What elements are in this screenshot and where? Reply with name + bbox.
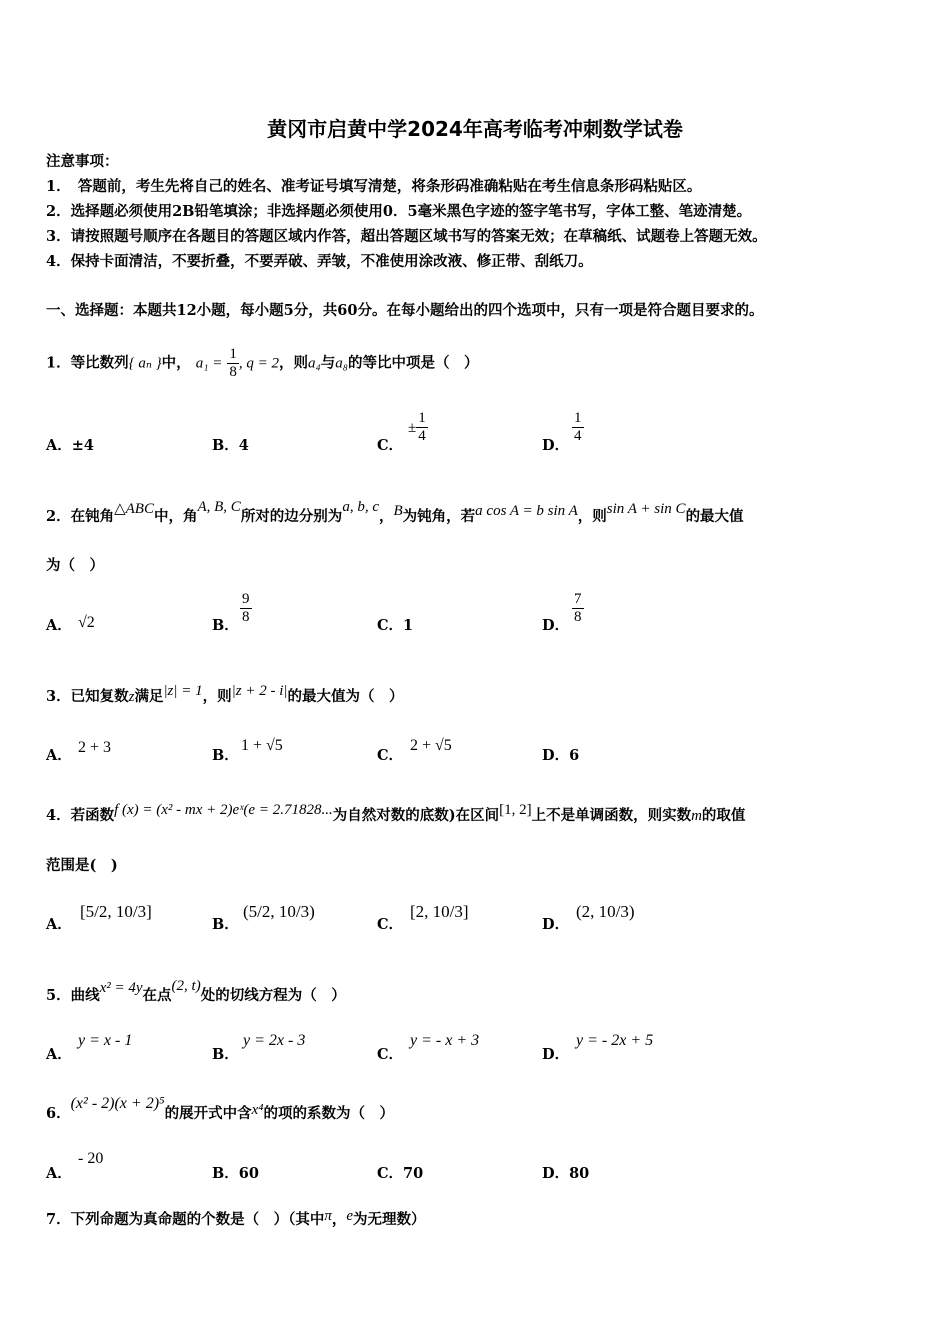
q3-option-b[interactable] xyxy=(212,746,239,766)
option-label: C． xyxy=(377,747,404,764)
q5-option-a[interactable] xyxy=(46,1045,72,1065)
q1-text: 1．等比数列 xyxy=(46,354,129,372)
q1-option-c-value xyxy=(408,410,428,445)
question-1 xyxy=(46,346,478,381)
q2-text: ，则 xyxy=(577,508,607,525)
q2-expression: sin A + sin C xyxy=(606,501,686,517)
q4-option-a-value: [5/2, 10/3] xyxy=(80,902,152,921)
option-label: A． xyxy=(46,916,72,933)
q3-text: ，则 xyxy=(202,688,232,705)
q3-text: 3．已知复数 xyxy=(46,688,129,705)
q2-option-a-value: √2 xyxy=(78,614,95,631)
option-value: ±4 xyxy=(71,437,95,454)
question-6 xyxy=(46,1095,394,1124)
option-label: B． xyxy=(212,747,239,764)
q1-option-d-value xyxy=(572,410,584,445)
q3-text: 的最大值为（ ） xyxy=(287,688,404,705)
q2-option-a[interactable] xyxy=(46,616,72,636)
q6-expression: (x² - 2)(x + 2)⁵ xyxy=(70,1095,165,1112)
q6-text: 6． xyxy=(46,1105,71,1122)
question-2 xyxy=(46,499,744,527)
option-value: 70 xyxy=(403,1165,424,1182)
option-label: C． xyxy=(377,1165,404,1182)
q2-option-d[interactable] xyxy=(542,616,569,636)
q5-option-a-value: y = x - 1 xyxy=(78,1032,133,1049)
q5-option-d[interactable] xyxy=(542,1045,569,1065)
fraction-numerator: 9 xyxy=(242,591,250,607)
option-fraction xyxy=(572,591,584,626)
q4-option-c-value: [2, 10/3] xyxy=(410,902,469,921)
option-label: A． xyxy=(46,437,72,454)
q2-angle-b: B xyxy=(393,503,403,519)
section-heading: 一、选择题：本题共12小题，每小题5分，共60分。在每小题给出的四个选项中，只有一项是符合题目要求的。 xyxy=(46,302,764,319)
q1-option-c[interactable] xyxy=(377,436,403,456)
q1-a4: a₄ xyxy=(308,355,321,372)
q1-text: 与 xyxy=(320,354,336,372)
q4-function: f (x) = (x² - mx + 2)eˣ(e = 2.71828... xyxy=(114,802,333,818)
q5-option-d-value: y = - 2x + 5 xyxy=(576,1032,654,1049)
q5-text: 在点 xyxy=(142,987,172,1004)
option-label: C． xyxy=(377,617,404,634)
fraction-denominator: 8 xyxy=(242,609,250,625)
q1-a8: a₈ xyxy=(335,355,348,372)
q1-given-fraction xyxy=(227,346,239,381)
fraction-denominator: 4 xyxy=(574,428,582,444)
q4-option-b-value: (5/2, 10/3) xyxy=(243,902,315,921)
q6-text: 的展开式中含 xyxy=(164,1105,252,1122)
option-value: 4 xyxy=(238,437,249,454)
q3-option-a-value: 2 + 3 xyxy=(78,739,112,756)
q5-option-b[interactable] xyxy=(212,1045,239,1065)
q1-option-d[interactable] xyxy=(542,436,569,456)
q7-pi: π xyxy=(324,1208,332,1224)
q3-option-c[interactable] xyxy=(377,746,403,766)
option-label: D． xyxy=(542,916,570,933)
q4-text: 的取值 xyxy=(701,807,746,824)
question-7 xyxy=(46,1210,426,1230)
q2-text: ， xyxy=(378,508,394,525)
notice-item: 3．请按照题号顺序在各题目的答题区域内作答，超出答题区域书写的答案无效；在草稿纸、试题卷上答题无效。 xyxy=(46,228,767,245)
q4-m: m xyxy=(691,808,702,824)
q3-condition: |z| = 1 xyxy=(163,683,203,699)
option-label: D． xyxy=(542,1046,570,1063)
fraction-numerator: 1 xyxy=(229,346,237,362)
q7-text: 7．下列命题为真命题的个数是（ ）（其中 xyxy=(46,1211,325,1228)
q3-option-a[interactable] xyxy=(46,746,72,766)
fraction-numerator: 1 xyxy=(574,410,582,426)
q1-given-a: a₁ = xyxy=(195,355,223,372)
fraction-numerator: 7 xyxy=(574,591,582,607)
option-label: B． xyxy=(212,617,239,634)
option-label: B． xyxy=(212,437,239,454)
option-label: C． xyxy=(377,437,404,454)
notice-item: 2．选择题必须使用2B铅笔填涂；非选择题必须使用0．5毫米黑色字迹的签字笔书写，字体工整、笔迹清楚。 xyxy=(46,203,752,220)
question-3 xyxy=(46,683,404,707)
option-value: 60 xyxy=(238,1165,259,1182)
q3-text: 满足 xyxy=(134,688,164,705)
q6-option-b[interactable] xyxy=(212,1164,259,1184)
q2-text: 的最大值 xyxy=(685,508,744,525)
q2-triangle: △ABC xyxy=(114,501,154,517)
question-2-line2: 为（ ） xyxy=(46,557,104,574)
q2-option-b[interactable] xyxy=(212,616,239,636)
q4-option-d-value: (2, 10/3) xyxy=(576,902,635,921)
option-label: C． xyxy=(377,1046,404,1063)
q3-option-c-value: 2 + √5 xyxy=(410,737,452,754)
option-label: D． xyxy=(542,747,570,764)
option-label: B． xyxy=(212,1165,239,1182)
option-label: D． xyxy=(542,617,570,634)
option-value: 1 xyxy=(403,617,414,634)
q5-curve: x² = 4y xyxy=(99,980,143,996)
q2-angles: A, B, C xyxy=(197,499,241,515)
q4-text: 4．若函数 xyxy=(46,807,115,824)
fraction-denominator: 8 xyxy=(574,609,582,625)
notice-item: 1． 答题前，考生先将自己的姓名、准考证号填写清楚，将条形码准确粘贴在考生信息条形码粘贴区。 xyxy=(46,178,702,195)
q3-expression: |z + 2 - i| xyxy=(231,683,288,699)
q4-option-b[interactable] xyxy=(212,915,239,935)
fraction-numerator: 1 xyxy=(418,410,426,426)
option-label: A． xyxy=(46,1046,72,1063)
q7-text: ， xyxy=(331,1211,347,1228)
q5-option-c-value: y = - x + 3 xyxy=(410,1032,480,1049)
option-label: B． xyxy=(212,916,239,933)
q1-given-q: , q = 2 xyxy=(238,355,280,372)
q4-text: 上不是单调函数，则实数 xyxy=(531,807,692,824)
fraction-denominator: 4 xyxy=(418,428,426,444)
q4-option-c[interactable] xyxy=(377,915,403,935)
q1-option-b[interactable] xyxy=(212,436,249,456)
q4-option-a[interactable] xyxy=(46,915,72,935)
q4-option-d[interactable] xyxy=(542,915,569,935)
page-title: 黄冈市启黄中学2024年高考临考冲刺数学试卷 xyxy=(267,117,683,141)
option-label: C． xyxy=(377,916,404,933)
q4-interval: [1, 2] xyxy=(499,802,532,818)
q5-text: 5．曲线 xyxy=(46,987,100,1004)
option-label: B． xyxy=(212,1046,239,1063)
q2-option-b-value xyxy=(240,591,252,626)
option-value: 80 xyxy=(569,1165,590,1182)
question-5 xyxy=(46,978,346,1006)
notice-item: 4．保持卡面清洁，不要折叠，不要弄破、弄皱，不准使用涂改液、修正带、刮纸刀。 xyxy=(46,253,593,270)
option-label: A． xyxy=(46,617,72,634)
q1-sequence: { aₙ } xyxy=(128,355,162,372)
option-fraction xyxy=(572,410,584,445)
q2-text: 所对的边分别为 xyxy=(240,508,343,525)
notice-heading: 注意事项： xyxy=(46,153,119,170)
option-label: A． xyxy=(46,747,72,764)
q6-term: x⁴ xyxy=(251,1102,264,1118)
q6-text: 的项的系数为（ ） xyxy=(263,1105,394,1122)
q2-text: 中，角 xyxy=(153,508,198,525)
q2-text: 2．在钝角 xyxy=(46,508,115,525)
q1-text: 中， xyxy=(161,354,191,372)
q5-option-c[interactable] xyxy=(377,1045,403,1065)
option-fraction xyxy=(416,410,428,445)
q2-option-c[interactable] xyxy=(377,616,413,636)
q2-text: 为钝角，若 xyxy=(402,508,476,525)
option-value: 6 xyxy=(569,747,580,764)
q2-option-d-value xyxy=(572,591,584,626)
option-fraction xyxy=(240,591,252,626)
q3-option-d[interactable] xyxy=(542,746,579,766)
q6-option-c[interactable] xyxy=(377,1164,423,1184)
question-4-line2: 范围是( ) xyxy=(46,857,118,874)
option-prefix: ± xyxy=(408,420,417,436)
question-4 xyxy=(46,802,746,826)
q1-text: 的等比中项是（ ） xyxy=(347,354,479,372)
q2-sides: a, b, c xyxy=(342,499,379,515)
q5-text: 处的切线方程为（ ） xyxy=(200,987,346,1004)
q6-option-d[interactable] xyxy=(542,1164,589,1184)
q2-condition: a cos A = b sin A xyxy=(475,503,578,519)
q6-option-a-value: - 20 xyxy=(78,1150,104,1167)
fraction-denominator: 8 xyxy=(229,364,237,380)
q7-text: 为无理数） xyxy=(353,1211,426,1228)
option-label: A． xyxy=(46,1165,72,1182)
option-label: D． xyxy=(542,437,570,454)
q4-text: 为自然对数的底数)在区间 xyxy=(332,807,500,824)
q6-option-a[interactable] xyxy=(46,1164,72,1184)
q5-option-b-value: y = 2x - 3 xyxy=(243,1032,306,1049)
q7-e: e xyxy=(346,1208,354,1224)
option-label: D． xyxy=(542,1165,570,1182)
q1-option-a[interactable] xyxy=(46,436,94,456)
q5-point: (2, t) xyxy=(171,978,201,994)
q3-option-b-value: 1 + √5 xyxy=(241,737,283,754)
q3-z: z xyxy=(128,689,135,705)
q1-text: ，则 xyxy=(279,354,309,372)
